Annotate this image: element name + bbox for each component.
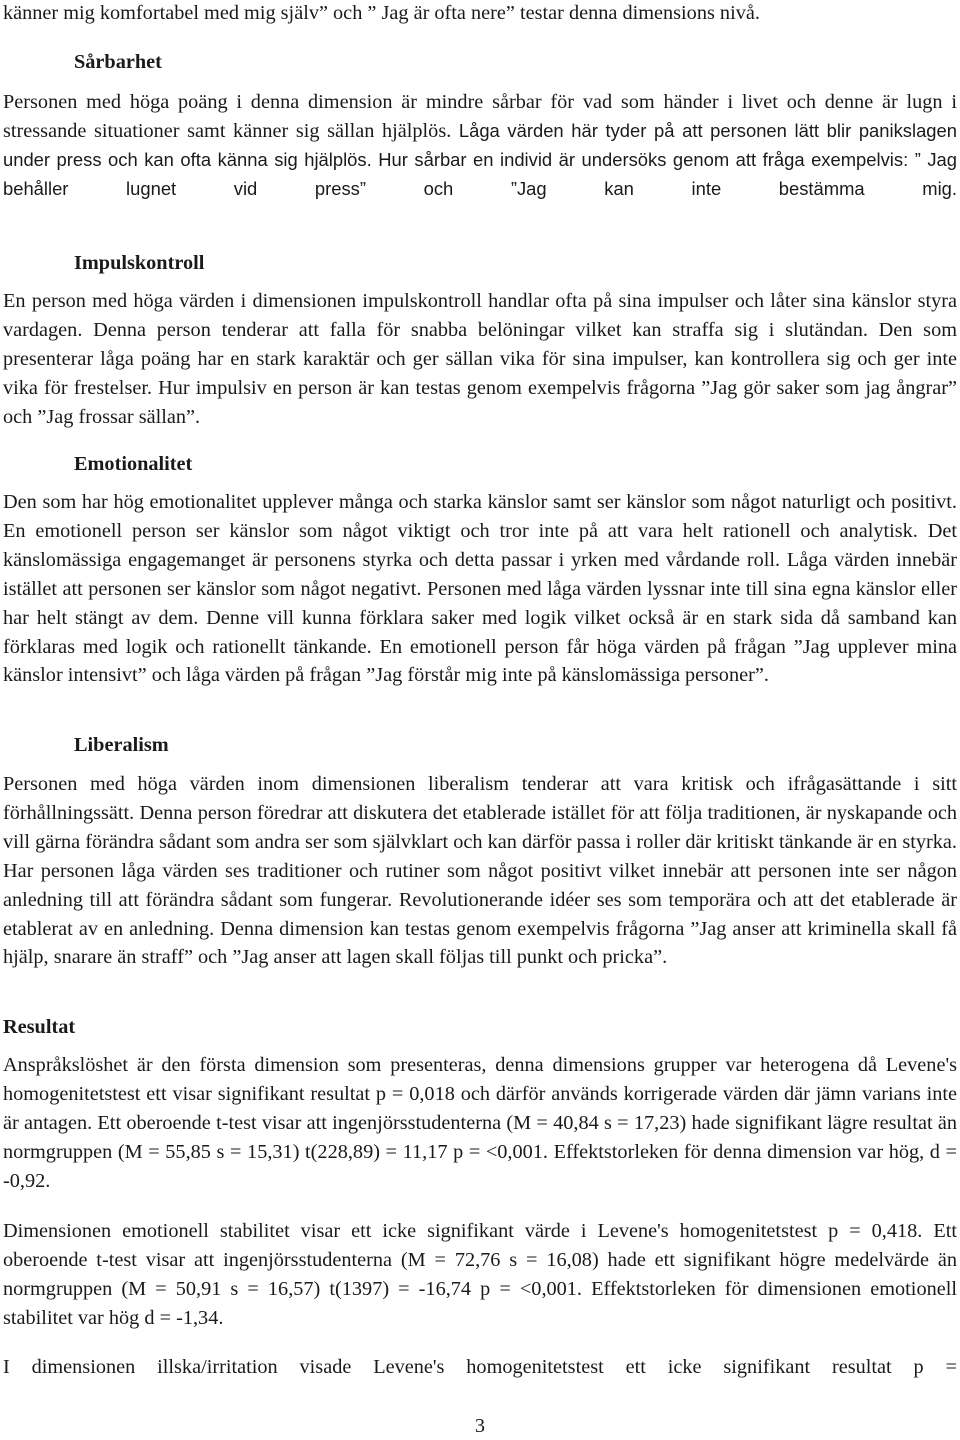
resultat-paragraph-3: I dimensionen illska/irritation visade Levene's homogenitetstest ett icke signifikant resultat p = — [3, 1356, 957, 1378]
heading-emotionalitet: Emotionalitet — [74, 453, 193, 475]
page-number: 3 — [474, 1415, 486, 1437]
resultat-paragraph-1: Anspråkslöshet är den första dimension som presenteras, denna dimensions grupper var heterogena då Levene's homogenitetstest ett visar signifikant resultat p = 0,018 och därför används korrigerade värden där jämn varians inte är antagen. Ett oberoende t-test visar att ingenjörsstudenterna (M = 40,84 s = 17,23) hade signifikant lägre resultat än normgruppen (M = 55,85 s = 15,31) t(228,89) = 11,17 p = <0,001. Effektstorleken för denna dimension var hög, d = -0,92. — [3, 1054, 957, 1192]
heading-impulskontroll: Impulskontroll — [74, 252, 205, 274]
sarbarhet-text-sans: Låga värden här tyder på att personen lätt blir panikslagen under press och kan ofta känna sig hjälplös. Hur sårbar en individ är undersöks genom att fråga exempelvis: ” Jag behåller lugnet vid press” och ”Jag kan inte bestämma mig. — [3, 119, 957, 199]
sarbarhet-text-serif: Personen med höga poäng i denna dimension är mindre sårbar för vad som händer i livet och denne är lugn i stressande situationer samt känner sig sällan hjälplös. — [3, 91, 957, 142]
liberalism-paragraph: Personen med höga värden inom dimensionen liberalism tenderar att vara kritisk och ifrågasättande i sitt förhållningssätt. Denna person föredrar att diskutera det etablerade istället för att följa traditionen, är nyskapande och vill gärna förändra sådant som andra ser som självklart och kan därför passa i roller där kritiskt tänkande är en styrka. Har personen låga värden ses traditioner och rutiner som något positivt vilket innebär att personen inte ser någon anledning till att förändra sådant som fungerar. Revolutionerande idéer ses som temporära och att det etablerade är etablerat av en anledning. Denna dimension kan testas genom exempelvis frågorna ”Jag anser att kriminella skall få hjälp, snarare än straff” och ”Jag anser att lagen skall följas till punkt och pricka”. — [3, 773, 957, 969]
resultat-paragraph-2: Dimensionen emotionell stabilitet visar ett icke signifikant värde i Levene's homogenitetstest p = 0,418. Ett oberoende t-test visar att ingenjörsstudenterna (M = 72,76 s = 16,08) hade ett signifikant högre medelvärde än normgruppen (M = 50,91 s = 16,57) t(1397) = -16,74 p = <0,001. Effektstorleken för dimensionen emotionell stabilitet var hög d = -1,34. — [3, 1220, 957, 1329]
intro-line: känner mig komfortabel med mig själv” och ” Jag är ofta nere” testar denna dimensions nivå. — [3, 2, 760, 24]
heading-liberalism: Liberalism — [74, 734, 169, 756]
emotionalitet-paragraph: Den som har hög emotionalitet upplever många och starka känslor samt ser känslor som något naturligt och positivt. En emotionell person ser känslor som något viktigt och tror inte på att vara helt rationell och analytisk. Det känslomässiga engagemanget är personens styrka och detta passar i yrken med vårdande roll. Låga värden innebär istället att personen ser känslor som något negativt. Personen med låga värden lyssnar inte till sina egna känslor eller har helt stängt av dem. Denne vill kunna förklara saker med logik vilket också är en stark sida då samband kan förklaras med logik och rationellt tänkande. En emotionell person får höga värden på frågan ”Jag upplever mina känslor intensivt” och låga värden på frågan ”Jag förstår mig inte på känslomässiga personer”. — [3, 491, 957, 687]
heading-resultat: Resultat — [3, 1016, 76, 1038]
sarbarhet-paragraph — [3, 88, 957, 204]
heading-sarbarhet: Sårbarhet — [74, 51, 162, 73]
impulskontroll-paragraph: En person med höga värden i dimensionen impulskontroll handlar ofta på sina impulser och låter sina känslor styra vardagen. Denna person tenderar att falla för snabba belöningar vilket kan straffa sig i slutändan. Den som presenterar låga poäng har en stark karaktär och ger sällan vika för sina impulser, kan kontrollera sig och ger inte vika för frestelser. Hur impulsiv en person är kan testas genom exempelvis frågorna ”Jag gör saker som jag ångrar” och ”Jag frossar sällan”. — [3, 290, 957, 428]
document-page — [3, 0, 957, 1440]
